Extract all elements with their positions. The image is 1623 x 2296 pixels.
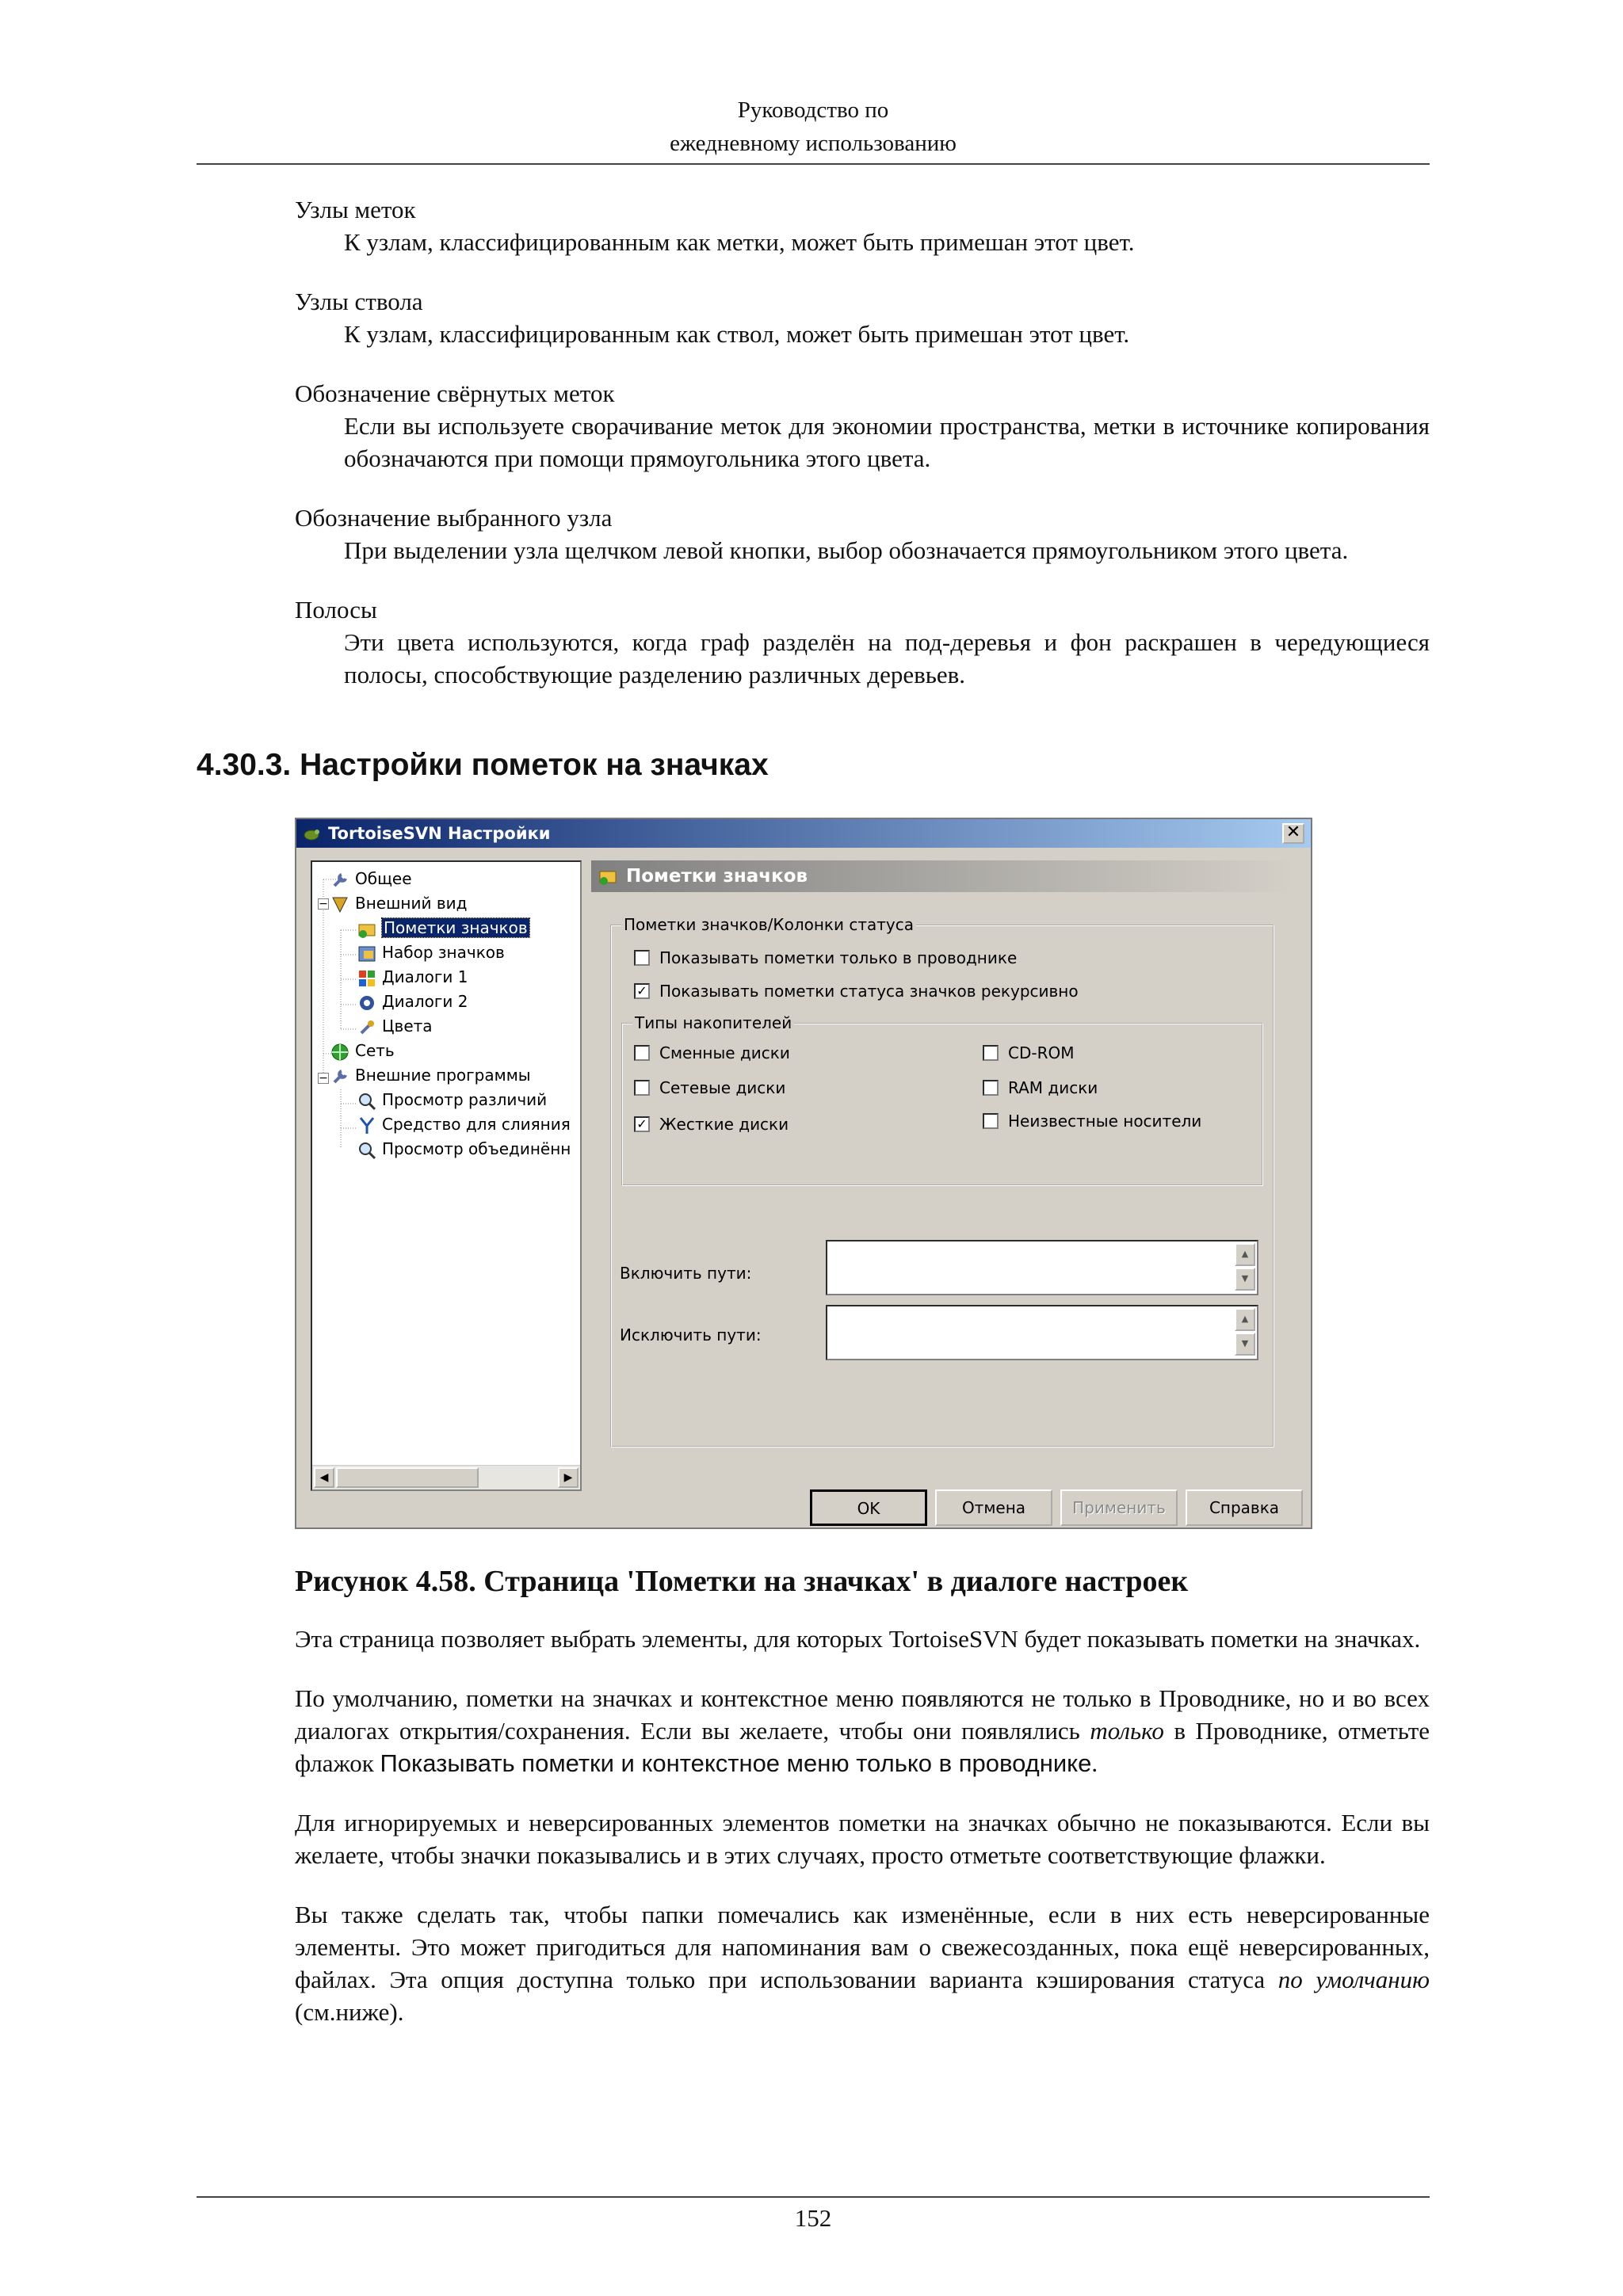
dialog-titlebar[interactable] [296, 819, 1311, 848]
scroll-down-arrow-icon[interactable]: ▼ [1235, 1268, 1255, 1291]
def-term: Обозначение свёрнутых меток [295, 379, 615, 407]
tree-item-colors[interactable]: Цвета [357, 1014, 433, 1039]
status-group-title: Пометки значков/Колонки статуса [621, 915, 916, 934]
body-text [295, 1623, 1430, 2055]
header-rule [197, 163, 1430, 165]
paragraph: По умолчанию, пометки на значках и контекстное меню появляются не только в Проводнике, но и во всех диалогах открытия/сохранения. Если вы желаете, чтобы они появлялись только в Проводнике, отметьте флажок Показывать пометки и контекстное меню только в проводнике. [295, 1684, 1430, 1777]
dialogs-icon [357, 968, 377, 989]
ok-button[interactable]: OK [810, 1489, 927, 1526]
overlay-icon [598, 867, 618, 886]
def-desc: Эти цвета используются, когда граф разделён на под-деревья и фон раскрашен в чередующиеся полосы, способствующие разделению различных деревьев. [344, 628, 1430, 688]
def-term: Обозначение выбранного узла [295, 504, 613, 532]
drive-types-groupbox [621, 1013, 1263, 1186]
wrench-icon [330, 870, 350, 891]
tree-item-unified-diff[interactable]: Просмотр объединённ [357, 1137, 571, 1161]
iconset-icon [357, 944, 377, 964]
explorer-only-checkbox[interactable]: Показывать пометки только в проводнике [634, 947, 1017, 969]
tree-item-external-programs[interactable]: Внешние программы [330, 1063, 531, 1088]
page-header-title: Пометки значков [626, 866, 808, 887]
tree-item-diff-viewer[interactable]: Просмотр различий [357, 1088, 547, 1112]
paragraph: Вы также сделать так, чтобы папки помечались как изменённые, если в них есть неверсированные элементы. Это может пригодиться для напоминания вам о свежесозданных, пока ещё неверсированных, файлах. Эта опция доступна только при использовании варианта кэширования статуса по умолчанию (см.ниже). [295, 1901, 1430, 2026]
include-paths-label: Включить пути: [620, 1264, 752, 1283]
removable-drives-checkbox[interactable]: Сменные диски [634, 1042, 790, 1064]
footer-rule [197, 2196, 1430, 2198]
scroll-up-arrow-icon[interactable]: ▲ [1235, 1308, 1255, 1331]
cancel-button[interactable]: Отмена [935, 1489, 1052, 1526]
header-line-2: ежедневному использованию [670, 131, 957, 156]
unknown-drives-checkbox[interactable]: Неизвестные носители [983, 1110, 1201, 1132]
settings-dialog [295, 818, 1312, 1529]
network-drives-checkbox[interactable]: Сетевые диски [634, 1077, 785, 1099]
wrench-icon [330, 1066, 350, 1087]
emphasis: только [1090, 1717, 1164, 1745]
checkbox-box[interactable] [634, 950, 650, 966]
def-desc: Если вы используете сворачивание меток для экономии пространства, метки в источнике копирования обозначаются при помощи прямоугольника этого цвета. [344, 412, 1430, 472]
tree-item-dialogs2[interactable]: Диалоги 2 [357, 990, 468, 1014]
scroll-thumb[interactable] [336, 1467, 479, 1488]
tree-item-dialogs1[interactable]: Диалоги 1 [357, 965, 468, 990]
figure-caption: Рисунок 4.58. Страница 'Пометки на значках' в диалоге настроек [295, 1565, 1189, 1598]
appearance-icon [330, 894, 350, 915]
apply-button[interactable]: Применить [1060, 1489, 1178, 1526]
header-line-1: Руководство по [737, 97, 889, 123]
scroll-up-arrow-icon[interactable]: ▲ [1235, 1243, 1255, 1266]
ram-drives-checkbox[interactable]: RAM диски [983, 1077, 1098, 1099]
tree-item-iconset[interactable]: Набор значков [357, 940, 505, 965]
tree-item-general[interactable]: Общее [330, 867, 412, 891]
checkbox-box[interactable] [634, 1045, 650, 1061]
paragraph: Для игнорируемых и неверсированных элементов пометки на значках обычно не показываются. Если вы желаете, чтобы значки показывались и в этих случаях, просто отметьте соответствующие флажки. [295, 1809, 1430, 1869]
settings-tree[interactable] [311, 860, 582, 1491]
tree-item-merge-tool[interactable]: Средство для слияния [357, 1112, 571, 1137]
def-desc: К узлам, классифицированным как метки, может быть примешан этот цвет. [344, 228, 1135, 256]
checkbox-box[interactable] [983, 1045, 999, 1061]
tree-item-overlays[interactable]: Пометки значков [357, 916, 529, 940]
scroll-down-arrow-icon[interactable]: ▼ [1235, 1333, 1255, 1356]
exclude-paths-label: Исключить пути: [620, 1325, 762, 1344]
tree-item-appearance[interactable]: Внешний вид [330, 891, 467, 916]
help-button[interactable]: Справка [1186, 1489, 1303, 1526]
merge-icon [357, 1116, 377, 1136]
collapse-toggle[interactable]: − [319, 898, 328, 910]
include-paths-input[interactable] [826, 1240, 1258, 1295]
recursive-checkbox[interactable]: ✓ Показывать пометки статуса значков рекурсивно [634, 980, 1079, 1002]
def-term: Полосы [295, 596, 377, 624]
network-icon [330, 1042, 350, 1062]
definition-list [295, 193, 1430, 718]
def-term: Узлы меток [295, 196, 416, 223]
magnifier-icon [357, 1140, 377, 1161]
paragraph: Эта страница позволяет выбрать элементы, для которых TortoiseSVN будет показывать пометки на значках. [295, 1625, 1421, 1653]
section-title: 4.30.3. Настройки пометок на значках [197, 748, 769, 782]
exclude-paths-input[interactable] [826, 1305, 1258, 1360]
colors-icon [357, 1017, 377, 1038]
drive-types-title: Типы накопителей [632, 1013, 794, 1032]
checkbox-box[interactable] [983, 1080, 999, 1096]
page-header [591, 860, 1296, 892]
fixed-drives-checkbox[interactable]: ✓ Жесткие диски [634, 1113, 789, 1135]
ui-reference: Показывать пометки и контекстное меню только в проводнике [380, 1749, 1092, 1777]
def-desc: При выделении узла щелчком левой кнопки, выбор обозначается прямоугольником этого цвета. [344, 536, 1349, 564]
overlay-icon [357, 919, 377, 940]
running-header [197, 93, 1430, 160]
scroll-right-arrow-icon[interactable]: ▶ [558, 1467, 579, 1488]
page-number: 152 [794, 2204, 832, 2232]
tree-item-network[interactable]: Сеть [330, 1039, 395, 1063]
dialog-title: TortoiseSVN Настройки [328, 824, 551, 843]
cdrom-checkbox[interactable]: CD-ROM [983, 1042, 1074, 1064]
def-desc: К узлам, классифицированным как ствол, может быть примешан этот цвет. [344, 320, 1130, 348]
checkbox-box[interactable] [634, 1080, 650, 1096]
checkbox-box[interactable]: ✓ [634, 983, 650, 999]
emphasis: по умолчанию [1277, 1966, 1430, 1993]
collapse-toggle[interactable]: − [319, 1072, 328, 1085]
def-term: Узлы ствола [295, 288, 423, 315]
close-button[interactable]: ✕ [1282, 823, 1304, 844]
checkbox-box[interactable] [983, 1113, 999, 1129]
magnifier-icon [357, 1091, 377, 1112]
tree-horizontal-scrollbar[interactable] [312, 1465, 580, 1489]
gear-icon [357, 993, 377, 1013]
scroll-left-arrow-icon[interactable]: ◀ [314, 1467, 334, 1488]
tortoise-icon [303, 825, 320, 842]
status-groupbox [610, 915, 1274, 1447]
checkbox-box[interactable]: ✓ [634, 1116, 650, 1132]
